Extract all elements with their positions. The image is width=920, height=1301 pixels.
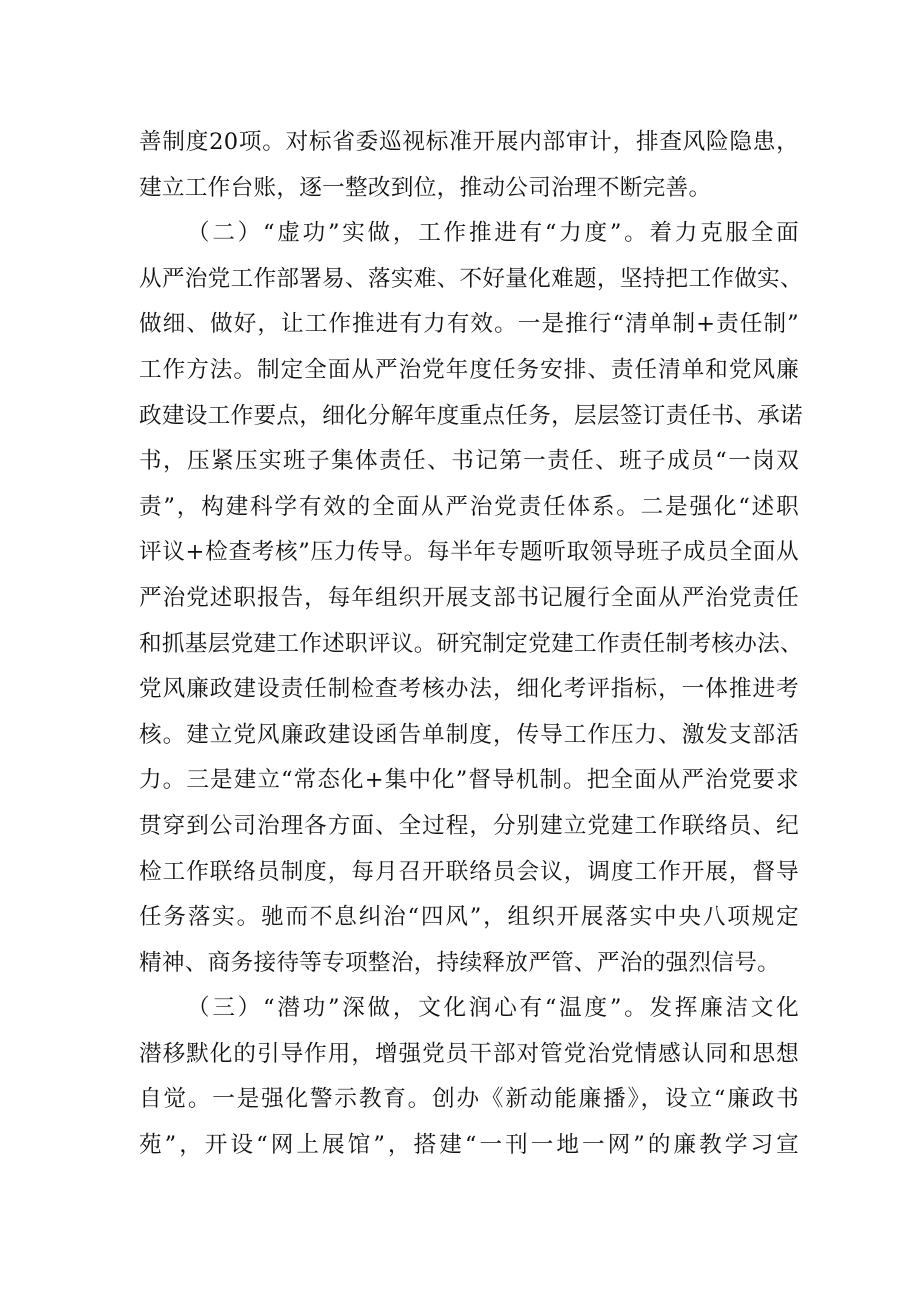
text-line: 做细、做好，让工作推进有力有效。一是推行“清单制+责任制” (139, 311, 799, 338)
text-line: 建立工作台账，逐一整改到位，推动公司治理不断完善。 (139, 174, 712, 201)
text-line: 工作方法。制定全面从严治党年度任务安排、责任清单和党风廉 (139, 356, 799, 383)
text-line: 党风廉政建设责任制检查考核办法，细化考评指标，一体推进考 (139, 676, 799, 703)
text-line: 检工作联络员制度，每月召开联络员会议，调度工作开展，督导 (139, 858, 799, 885)
text-line: 贯穿到公司治理各方面、全过程，分别建立党建工作联络员、纪 (139, 812, 799, 839)
text-line: 和抓基层党建工作述职评议。研究制定党建工作责任制考核办法、 (139, 630, 803, 657)
text-line: 任务落实。驰而不息纠治“四风”，组织开展落实中央八项规定 (139, 904, 799, 931)
text-line: 苑”，开设“网上展馆”，搭建“一刊一地一网”的廉教学习宣 (139, 1132, 799, 1159)
text-line: 精神、商务接待等专项整治，持续释放严管、严治的强烈信号。 (139, 949, 781, 976)
text-line: 自觉。一是强化警示教育。创办《新动能廉播》，设立“廉政书 (139, 1086, 799, 1113)
text-line: 严治党述职报告，每年组织开展支部书记履行全面从严治党责任 (139, 584, 799, 611)
text-line: 力。三是建立“常态化+集中化”督导机制。把全面从严治党要求 (139, 767, 799, 794)
text-line: 潜移默化的引导作用，增强党员干部对管党治党情感认同和思想 (139, 1040, 799, 1067)
section-heading-line: （二）“虚功”实做，工作推进有“力度”。着力克服全面 (187, 220, 799, 247)
text-line: 从严治党工作部署易、落实难、不好量化难题，坚持把工作做实、 (139, 265, 803, 292)
text-line: 政建设工作要点，细化分解年度重点任务，层层签订责任书、承诺 (139, 402, 803, 429)
text-line: 责”，构建科学有效的全面从严治党责任体系。二是强化“述职 (139, 493, 799, 520)
body-text (139, 120, 803, 1169)
text-line: 核。建立党风廉政建设函告单制度，传导工作压力、激发支部活 (139, 721, 799, 748)
text-line: 书，压紧压实班子集体责任、书记第一责任、班子成员“一岗双 (139, 448, 799, 475)
section-heading-line: （三）“潜功”深做，文化润心有“温度”。发挥廉洁文化 (187, 995, 799, 1022)
text-line: 评议+检查考核”压力传导。每半年专题听取领导班子成员全面从 (139, 539, 799, 566)
text-line: 善制度20项。对标省委巡视标准开展内部审计，排查风险隐患， (139, 129, 799, 155)
